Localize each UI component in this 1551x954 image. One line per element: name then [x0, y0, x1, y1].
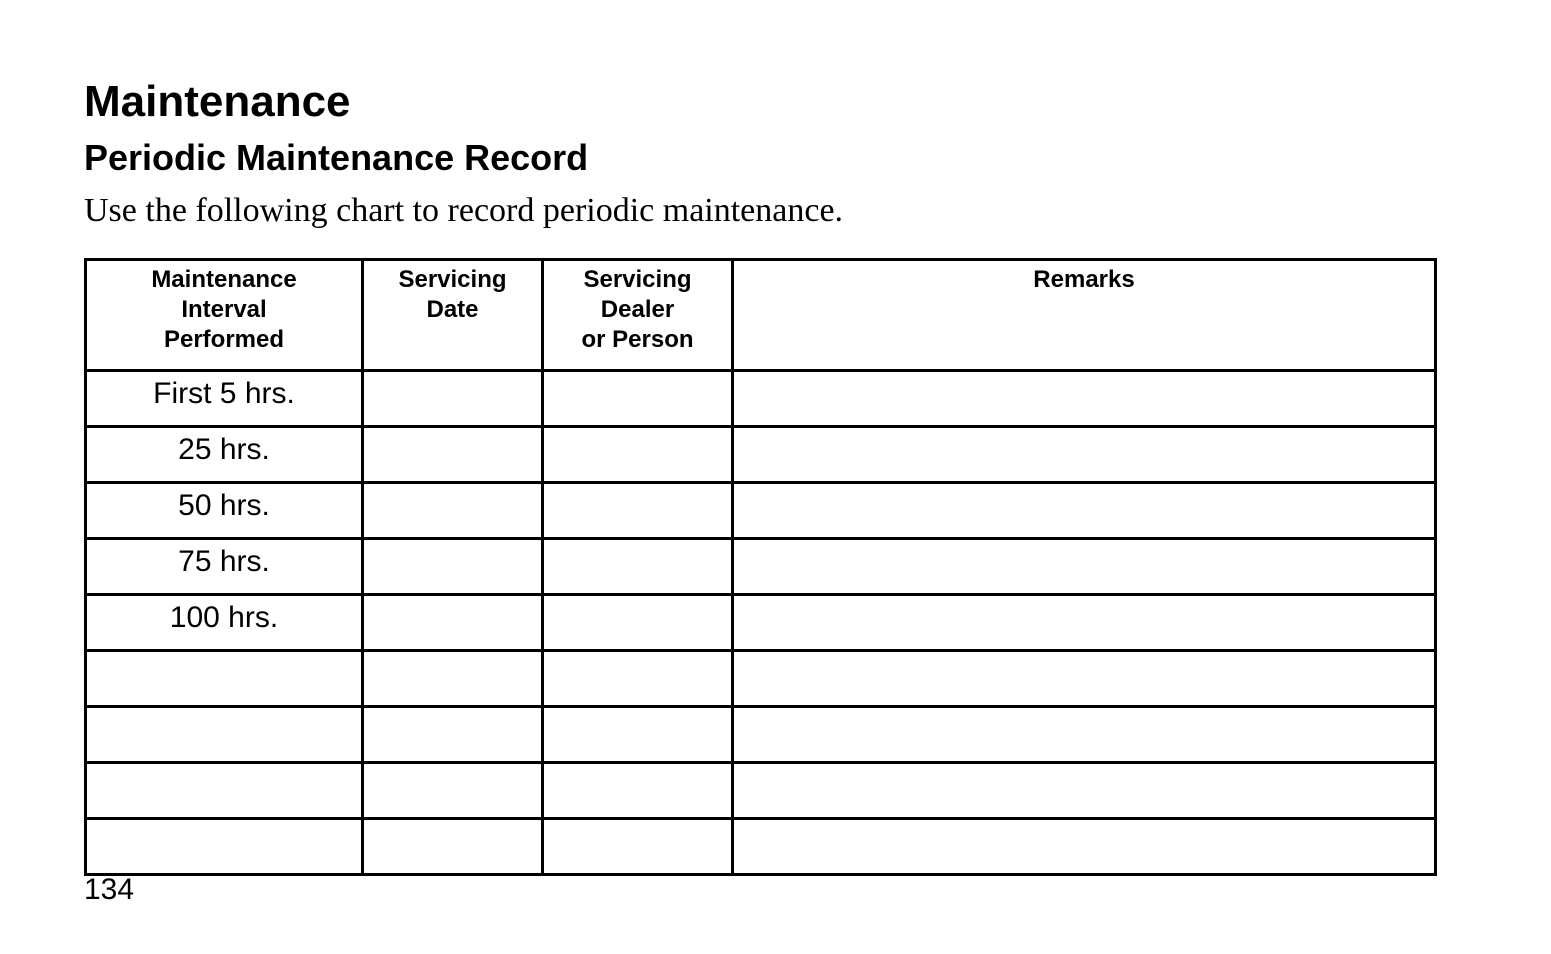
interval-cell: 25 hrs. [86, 427, 363, 483]
interval-cell [86, 651, 363, 707]
date-cell [363, 539, 543, 595]
interval-cell [86, 707, 363, 763]
remarks-cell [733, 427, 1436, 483]
remarks-cell [733, 763, 1436, 819]
table-header-row [86, 260, 1436, 371]
header-servicing-date: Servicing Date [363, 260, 543, 371]
page-number: 134 [84, 873, 135, 906]
section-title: Maintenance [84, 77, 351, 126]
remarks-cell [733, 371, 1436, 427]
remarks-cell [733, 819, 1436, 875]
table-row [86, 595, 1436, 651]
dealer-cell [543, 539, 733, 595]
date-cell [363, 483, 543, 539]
dealer-cell [543, 763, 733, 819]
table-row [86, 819, 1436, 875]
date-cell [363, 651, 543, 707]
intro-text: Use the following chart to record periodic maintenance. [84, 192, 844, 229]
date-cell [363, 595, 543, 651]
table-row [86, 707, 1436, 763]
header-interval: Maintenance Interval Performed [86, 260, 363, 371]
remarks-cell [733, 595, 1436, 651]
table-row [86, 651, 1436, 707]
header-servicing-dealer: Servicing Dealer or Person [543, 260, 733, 371]
date-cell [363, 371, 543, 427]
interval-cell [86, 819, 363, 875]
header-remarks: Remarks [733, 260, 1436, 371]
table-row [86, 483, 1436, 539]
interval-cell [86, 763, 363, 819]
interval-cell: First 5 hrs. [86, 371, 363, 427]
maintenance-record-table [84, 258, 1437, 876]
dealer-cell [543, 371, 733, 427]
interval-cell: 100 hrs. [86, 595, 363, 651]
remarks-cell [733, 483, 1436, 539]
interval-cell: 50 hrs. [86, 483, 363, 539]
dealer-cell [543, 595, 733, 651]
table-row [86, 539, 1436, 595]
remarks-cell [733, 651, 1436, 707]
page-title: Periodic Maintenance Record [84, 137, 589, 178]
interval-cell: 75 hrs. [86, 539, 363, 595]
dealer-cell [543, 483, 733, 539]
date-cell [363, 707, 543, 763]
table-row [86, 427, 1436, 483]
dealer-cell [543, 819, 733, 875]
table-row [86, 371, 1436, 427]
date-cell [363, 819, 543, 875]
table-row [86, 763, 1436, 819]
date-cell [363, 427, 543, 483]
dealer-cell [543, 651, 733, 707]
remarks-cell [733, 539, 1436, 595]
date-cell [363, 763, 543, 819]
remarks-cell [733, 707, 1436, 763]
dealer-cell [543, 707, 733, 763]
dealer-cell [543, 427, 733, 483]
